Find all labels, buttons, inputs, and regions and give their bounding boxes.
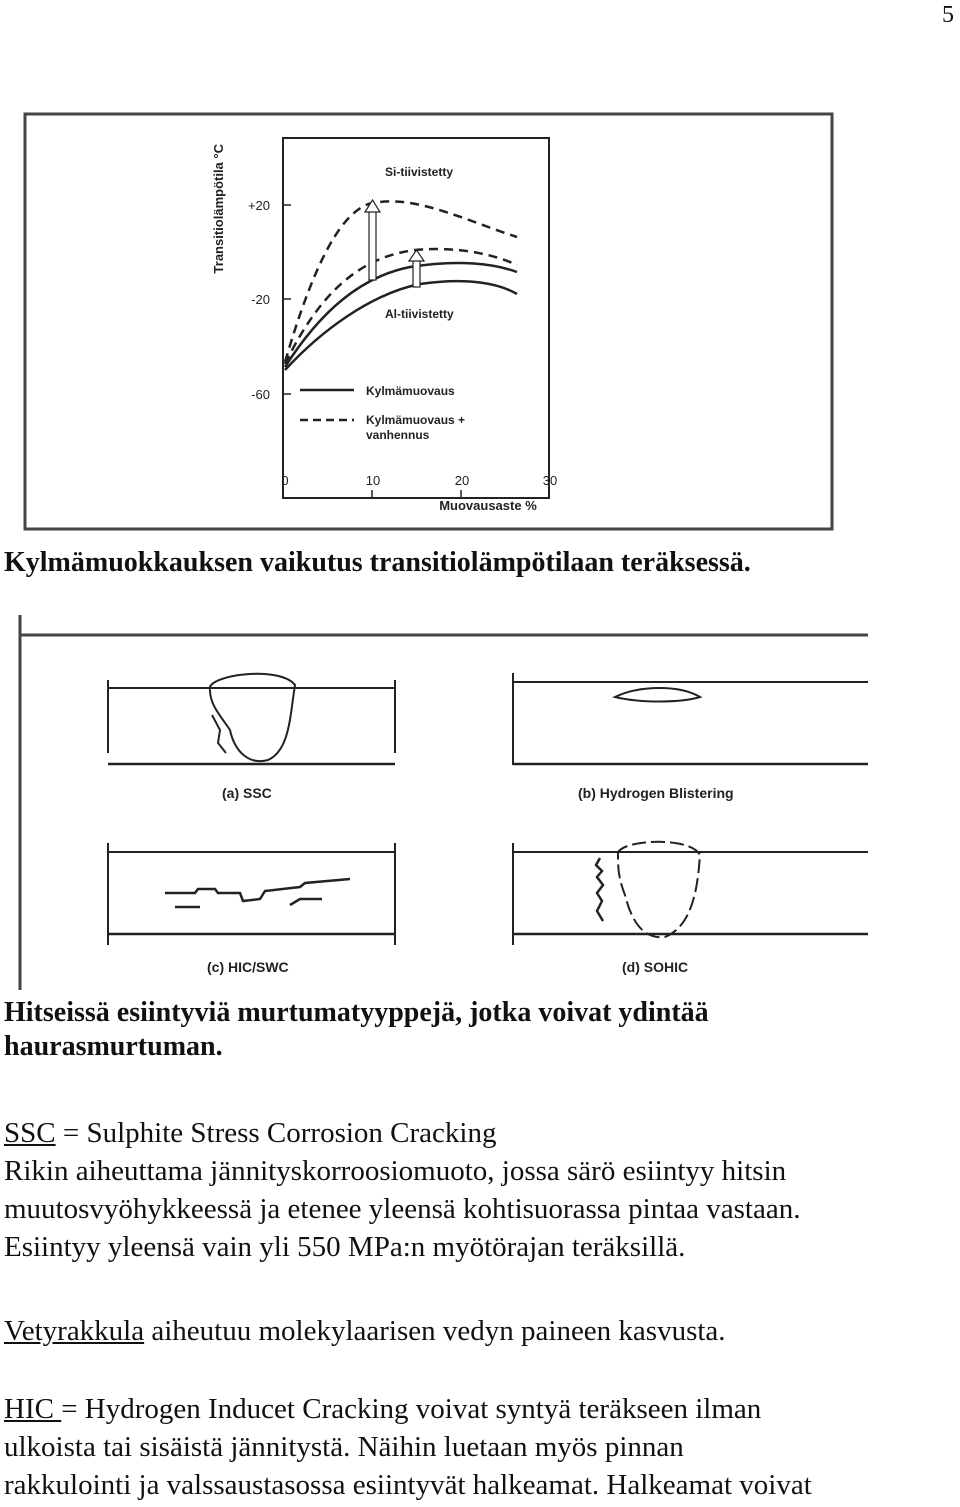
figure2-caption [4,996,709,1064]
vetyrakkula-paragraph [4,1312,959,1350]
figure1-caption: Kylmämuokkauksen vaikutus transitiolämpötilaan teräksessä. [4,547,751,578]
x-tick-label: 20 [454,473,470,488]
x-axis-label: Muovausaste % [439,498,537,513]
ssc-line: Rikin aiheuttama jännityskorroosiomuoto, jossa särö esiintyy hitsin [4,1155,787,1187]
weld-crack-types-figure [0,615,960,995]
curve-solid-2 [285,281,517,370]
y-tick-label: -60 [251,387,270,402]
y-tick-label: -20 [251,292,270,307]
figure2-caption-line2: haurasmurtuman. [4,1031,223,1062]
legend-dashed-label: Kylmämuovaus + [366,413,466,427]
hic-text: = Hydrogen Inducet Cracking voivat syntyä teräkseen ilman [61,1393,762,1425]
panel-label-hic: (c) HIC/SWC [207,959,289,975]
transition-temperature-figure [0,72,960,532]
panel-hic [108,843,395,975]
label-si-tiivistetty: Si-tiivistetty [385,165,454,179]
vetyrakkula-term: Vetyrakkula [4,1315,145,1347]
panel-sohic [513,842,868,975]
label-al-tiivistetty: Al-tiivistetty [385,307,454,321]
vetyrakkula-text: aiheutuu molekylaarisen vedyn paineen kasvusta. [144,1315,726,1347]
legend-solid-label: Kylmämuovaus [366,384,455,398]
panel-label-blistering: (b) Hydrogen Blistering [578,785,734,801]
panel-label-sohic: (d) SOHIC [622,959,689,975]
panel-ssc [108,674,395,801]
x-tick-label: 0 [281,473,289,488]
x-tick-label: 30 [542,473,558,488]
ssc-term: SSC [4,1117,56,1149]
ssc-definition: = Sulphite Stress Corrosion Cracking [55,1117,497,1149]
page-number: 5 [942,2,954,28]
y-axis-label: Transitiolämpötila °C [211,144,226,274]
panel-blistering [513,673,868,801]
hic-line: ulkoista tai sisäistä jännitystä. Näihin luetaan myös pinnan [4,1431,684,1463]
y-tick-label: +20 [247,198,270,213]
panel-label-ssc: (a) SSC [222,785,272,801]
hic-paragraph [4,1390,959,1504]
ssc-line: Esiintyy yleensä vain yli 550 MPa:n myötörajan teräksillä. [4,1231,686,1263]
ssc-line: muutosvyöhykkeessä ja etenee yleensä kohtisuorassa pintaa vastaan. [4,1193,801,1225]
legend-dashed-label: vanhennus [366,428,430,442]
hic-term: HIC [4,1393,62,1425]
ssc-paragraph [4,1114,959,1266]
hic-line: rakkulointi ja valssaustasossa esiintyvät halkeamat. Halkeamat voivat [4,1469,812,1501]
figure2-caption-line1: Hitseissä esiintyviä murtumatyyppejä, jotka voivat ydintää [4,997,709,1028]
x-tick-label: 10 [365,473,381,488]
